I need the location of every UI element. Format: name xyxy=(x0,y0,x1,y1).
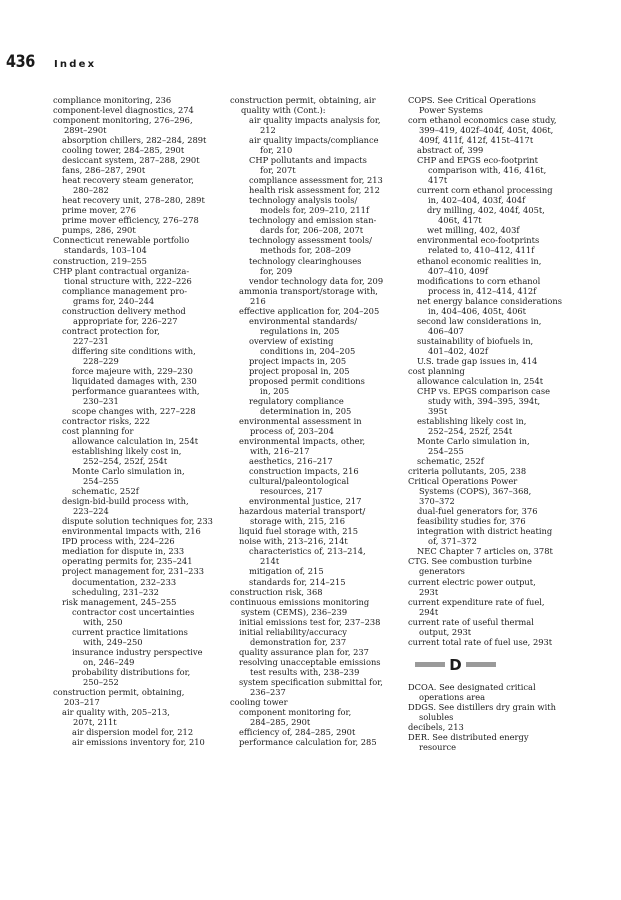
index-entry: project management for, 231–233 xyxy=(62,566,205,577)
index-entry-continuation: 207t, 211t xyxy=(73,716,117,727)
index-entry-continuation: solubles xyxy=(419,711,454,722)
index-entry: schematic, 252f xyxy=(72,486,139,497)
index-entry: cultural/paleontological xyxy=(249,476,350,487)
heading-bar-right xyxy=(466,662,496,667)
index-entry: sustainability of biofuels in, xyxy=(417,335,534,346)
index-entry-continuation: 223–224 xyxy=(73,506,109,517)
index-entry: continuous emissions monitoring xyxy=(230,596,370,607)
index-entry: ammonia transport/storage with, xyxy=(239,285,378,296)
index-entry: air quality impacts analysis for, xyxy=(249,115,381,126)
index-entry: CHP pollutants and impacts xyxy=(249,155,367,166)
index-entry-continuation: 409f, 411f, 412f, 415t–417t xyxy=(419,135,534,146)
index-entry: quality assurance plan for, 237 xyxy=(239,646,369,657)
index-entry: desiccant system, 287–288, 290t xyxy=(62,155,200,166)
index-entry: design-bid-build process with, xyxy=(62,496,189,507)
index-entry: construction permit, obtaining, air xyxy=(230,95,376,105)
index-entry: technology and emission stan- xyxy=(249,215,377,226)
index-entry: criteria pollutants, 205, 238 xyxy=(408,466,527,477)
index-entry-continuation: storage with, 215, 216 xyxy=(250,516,346,527)
index-entry: scope changes with, 227–228 xyxy=(72,405,196,416)
index-entry-continuation: 280–282 xyxy=(73,185,109,196)
index-entry: second law considerations in, xyxy=(417,315,542,326)
index-entry-continuation: in, 402–404, 403f, 404f xyxy=(428,195,526,206)
index-entry: liquidated damages with, 230 xyxy=(72,375,197,386)
index-entry-continuation: 401–402, 402f xyxy=(428,345,489,356)
index-entry: DDGS. See distillers dry grain with xyxy=(408,701,556,712)
index-entry-continuation: for, 210 xyxy=(260,145,293,156)
index-entry: contractor risks, 222 xyxy=(62,416,151,426)
index-entry-continuation: standards, 103–104 xyxy=(64,245,147,256)
index-entry: CHP plant contractual organiza- xyxy=(53,265,190,276)
index-entry: initial reliability/accuracy xyxy=(239,626,347,637)
index-entry: current corn ethanol processing xyxy=(417,185,553,196)
index-entry: current total rate of fuel use, 293t xyxy=(408,636,553,647)
index-entry: liquid fuel storage with, 215 xyxy=(239,526,359,537)
index-entry: U.S. trade gap issues in, 414 xyxy=(417,355,538,366)
index-entry-continuation: in, 205 xyxy=(260,385,290,396)
index-entry-continuation: system (CEMS), 236–239 xyxy=(241,606,348,617)
index-entry: technology analysis tools/ xyxy=(249,195,358,206)
index-entry: contractor cost uncertainties xyxy=(72,606,195,617)
index-entry: air quality impacts/compliance xyxy=(249,135,379,146)
index-entry: hazardous material transport/ xyxy=(239,506,366,517)
index-entry: current rate of useful thermal xyxy=(408,616,534,627)
index-column-1 xyxy=(53,95,228,747)
index-entry: technology assessment tools/ xyxy=(249,235,372,246)
index-entry: documentation, 232–233 xyxy=(72,576,177,587)
index-entry: force majeure with, 229–230 xyxy=(72,365,193,376)
index-entry-continuation: for, 209 xyxy=(260,265,293,276)
index-entry: construction delivery method xyxy=(62,305,186,316)
index-entry: current electric power output, xyxy=(408,576,536,587)
index-entry: Critical Operations Power xyxy=(408,476,518,487)
index-entry-continuation: 236–237 xyxy=(250,686,286,697)
index-entry: dry milling, 402, 404f, 405t, xyxy=(427,205,545,216)
index-entry: resolving unacceptable emissions xyxy=(239,656,381,667)
index-entry-continuation: for, 207t xyxy=(260,165,296,176)
index-entry-continuation: 406–407 xyxy=(428,325,464,336)
index-entry-continuation: 230–231 xyxy=(83,395,119,406)
index-entry-continuation: 294t xyxy=(419,606,439,617)
index-entry-continuation: 370–372 xyxy=(419,496,455,507)
index-entry-continuation: 417t xyxy=(428,175,448,186)
index-entry: construction impacts, 216 xyxy=(249,466,359,477)
index-entry-continuation: 216 xyxy=(250,295,266,306)
index-entry-continuation: 228–229 xyxy=(83,355,119,366)
index-entry: allowance calculation in, 254t xyxy=(417,375,544,386)
index-entry: construction, 219–255 xyxy=(53,255,147,266)
index-entry-continuation: 289t–290t xyxy=(64,125,107,136)
index-entry: net energy balance considerations xyxy=(417,295,563,306)
index-entry: air emissions inventory for, 210 xyxy=(72,737,205,747)
index-entry-continuation: operations area xyxy=(419,691,486,702)
index-entry-continuation: 399–419, 402f–404f, 405t, 406t, xyxy=(419,125,554,136)
index-entry-continuation: determination in, 205 xyxy=(260,405,352,416)
index-entry-continuation: 203–217 xyxy=(64,696,100,707)
index-entry: efficiency of, 284–285, 290t xyxy=(239,726,356,737)
index-entry: prime mover, 276 xyxy=(62,205,136,216)
index-entry: heat recovery steam generator, xyxy=(62,175,194,186)
index-entry: vendor technology data for, 209 xyxy=(249,275,384,286)
index-entry-continuation: grams for, 240–244 xyxy=(73,295,155,306)
index-entry-continuation: 284–285, 290t xyxy=(250,716,311,727)
index-entry: heat recovery unit, 278–280, 289t xyxy=(62,195,205,206)
index-entry-continuation: demonstration for, 237 xyxy=(250,636,347,647)
index-entry: technology clearinghouses xyxy=(249,255,362,266)
index-entry: feasibility studies for, 376 xyxy=(417,516,526,527)
index-entry: compliance assessment for, 213 xyxy=(249,175,383,186)
index-entry: cost planning for xyxy=(62,426,134,437)
index-entry-continuation: 406t, 417t xyxy=(438,215,482,226)
index-entry: establishing likely cost in, xyxy=(72,446,182,457)
index-entry: modifications to corn ethanol xyxy=(417,275,541,286)
index-entry-continuation: Systems (COPS), 367–368, xyxy=(419,486,532,497)
index-entry: performance guarantees with, xyxy=(72,385,200,396)
index-column-3 xyxy=(408,95,588,752)
index-entry: cooling tower, 284–285, 290t xyxy=(62,145,185,156)
index-entry: component monitoring for, xyxy=(239,706,352,717)
index-entry-continuation: in, 404–406, 405t, 406t xyxy=(428,305,526,316)
index-entry: dual-fuel generators for, 376 xyxy=(417,506,538,517)
index-entry-continuation: 252–254, 252f, 254t xyxy=(83,456,168,467)
index-entry: ethanol economic realities in, xyxy=(417,255,542,266)
index-entry: regulatory compliance xyxy=(249,395,344,406)
index-entry: air dispersion model for, 212 xyxy=(72,726,194,737)
index-entry: proposed permit conditions xyxy=(249,375,365,386)
index-entry: operating permits for, 235–241 xyxy=(62,556,193,567)
index-entry-continuation: generators xyxy=(419,566,465,577)
heading-bar-left xyxy=(415,662,445,667)
index-entry: DCOA. See designated critical xyxy=(408,681,536,692)
index-entry: component monitoring, 276–296, xyxy=(53,115,193,126)
index-entry-continuation: 407–410, 409f xyxy=(428,265,489,276)
index-entry: mitigation of, 215 xyxy=(249,566,324,577)
index-entry-continuation: related to, 410–412, 411f xyxy=(428,245,535,256)
index-entry: construction risk, 368 xyxy=(230,586,323,597)
index-entry-continuation: 254–255 xyxy=(83,476,119,487)
index-entry: NEC Chapter 7 articles on, 378t xyxy=(417,546,553,557)
index-entry-continuation: 227–231 xyxy=(73,335,109,346)
index-entry: decibels, 213 xyxy=(408,721,464,732)
index-entry-continuation: 214t xyxy=(260,556,280,567)
index-entry-continuation: comparison with, 416, 416t, xyxy=(428,165,547,176)
index-entry: component-level diagnostics, 274 xyxy=(53,105,194,116)
index-entry: wet milling, 402, 403f xyxy=(427,225,520,236)
index-entry: absorption chillers, 282–284, 289t xyxy=(62,135,207,146)
index-entry-continuation: 212 xyxy=(260,125,276,136)
index-entry: probability distributions for, xyxy=(72,666,191,677)
index-entry-continuation: on, 246–249 xyxy=(83,656,135,667)
index-entry-continuation: with, 249–250 xyxy=(83,636,143,647)
index-entry-continuation: with, 250 xyxy=(83,616,123,627)
index-entry: environmental impacts, other, xyxy=(239,436,366,447)
index-entry: effective application for, 204–205 xyxy=(239,305,380,316)
running-head: Index xyxy=(54,59,97,70)
index-entry: construction permit, obtaining, xyxy=(53,686,185,697)
index-entry: CTG. See combustion turbine xyxy=(408,556,532,567)
index-entry: environmental impacts with, 216 xyxy=(62,526,201,537)
index-entry-continuation: of, 371–372 xyxy=(428,536,477,547)
index-entry-continuation: process in, 412–414, 412f xyxy=(428,285,537,296)
index-entry: corn ethanol economics case study, xyxy=(408,115,557,126)
index-entry: schematic, 252f xyxy=(417,456,484,467)
index-entry-continuation: 395t xyxy=(428,405,448,416)
index-entry: current expenditure rate of fuel, xyxy=(408,596,545,607)
index-entry: integration with district heating xyxy=(417,526,553,537)
index-entry-continuation: dards for, 206–208, 207t xyxy=(260,225,364,236)
index-entry: mediation for dispute in, 233 xyxy=(62,546,185,557)
index-entry-continuation: resource xyxy=(419,741,456,752)
index-entry-continuation: models for, 209–210, 211f xyxy=(260,205,370,216)
index-entry: allowance calculation in, 254t xyxy=(72,436,199,447)
index-entry: compliance management pro- xyxy=(62,285,188,296)
index-entry: scheduling, 231–232 xyxy=(72,586,159,597)
index-entry-continuation: quality with (Cont.): xyxy=(241,105,326,116)
index-entry: characteristics of, 213–214, xyxy=(249,546,366,557)
index-entry: standards for, 214–215 xyxy=(249,576,346,587)
page-number: 436 xyxy=(6,52,35,72)
index-entry: risk management, 245–255 xyxy=(62,596,177,607)
index-entry-continuation: resources, 217 xyxy=(260,486,323,497)
index-entry: differing site conditions with, xyxy=(72,345,196,356)
index-entry: environmental standards/ xyxy=(249,315,358,326)
letter-heading xyxy=(408,654,503,676)
index-entry: performance calculation for, 285 xyxy=(239,737,377,747)
index-entry: CHP and EPGS eco-footprint xyxy=(417,155,538,166)
index-entry: cost planning xyxy=(408,365,465,376)
index-entry-continuation: appropriate for, 226–227 xyxy=(73,315,178,326)
index-entry-continuation: study with, 394–395, 394t, xyxy=(428,395,541,406)
index-entry: air quality with, 205–213, xyxy=(62,706,170,717)
index-entry: cooling tower xyxy=(230,696,288,707)
index-entry: current practice limitations xyxy=(72,626,188,637)
index-entry: COPS. See Critical Operations xyxy=(408,95,536,105)
index-entry: project proposal in, 205 xyxy=(249,365,350,376)
index-entry-continuation: test results with, 238–239 xyxy=(250,666,360,677)
index-entry: fans, 286–287, 290t xyxy=(62,165,146,176)
index-entry-continuation: tional structure with, 222–226 xyxy=(64,275,192,286)
index-entry: environmental eco-footprints xyxy=(417,235,540,246)
index-entry: initial emissions test for, 237–238 xyxy=(239,616,381,627)
index-entry: Monte Carlo simulation in, xyxy=(72,466,185,477)
index-entry: aesthetics, 216–217 xyxy=(249,456,333,467)
index-entry-continuation: methods for, 208–209 xyxy=(260,245,351,256)
index-entry-continuation: 250–252 xyxy=(83,676,119,687)
index-entry-continuation: conditions in, 204–205 xyxy=(260,345,356,356)
index-entry-continuation: with, 216–217 xyxy=(250,446,310,457)
index-entry: IPD process with, 224–226 xyxy=(62,536,175,547)
index-entry-continuation: 252–254, 252f, 254t xyxy=(428,426,513,437)
index-entry-continuation: 254–255 xyxy=(428,446,464,457)
index-entry: prime mover efficiency, 276–278 xyxy=(62,215,199,226)
index-entry: compliance monitoring, 236 xyxy=(53,95,172,105)
index-entry: insurance industry perspective xyxy=(72,646,203,657)
page-header xyxy=(6,52,96,72)
index-entry-continuation: output, 293t xyxy=(419,626,472,637)
index-entry: Connecticut renewable portfolio xyxy=(53,235,190,246)
index-entry: Monte Carlo simulation in, xyxy=(417,436,530,447)
index-entry: abstract of, 399 xyxy=(417,145,484,156)
index-entry: overview of existing xyxy=(249,335,334,346)
index-entry-continuation: 293t xyxy=(419,586,439,597)
index-entry: pumps, 286, 290t xyxy=(62,225,136,236)
index-column-2 xyxy=(230,95,405,747)
index-entry: system specification submittal for, xyxy=(239,676,383,687)
index-entry: project impacts in, 205 xyxy=(249,355,347,366)
index-entry-continuation: regulations in, 205 xyxy=(260,325,340,336)
index-entry-continuation: Power Systems xyxy=(419,105,483,116)
index-entry: contract protection for, xyxy=(62,325,160,336)
index-entry: dispute solution techniques for, 233 xyxy=(62,516,213,527)
index-entry: CHP vs. EPGS comparison case xyxy=(417,385,550,396)
index-entry: environmental justice, 217 xyxy=(249,496,362,507)
index-entry-continuation: process of, 203–204 xyxy=(250,426,334,437)
index-entry: environmental assessment in xyxy=(239,416,362,426)
index-entry: noise with, 213–216, 214t xyxy=(239,536,348,547)
index-entry: establishing likely cost in, xyxy=(417,416,527,426)
letter-heading-text: D xyxy=(449,655,462,674)
index-entry: health risk assessment for, 212 xyxy=(249,185,380,196)
index-entry: DER. See distributed energy xyxy=(408,731,529,742)
